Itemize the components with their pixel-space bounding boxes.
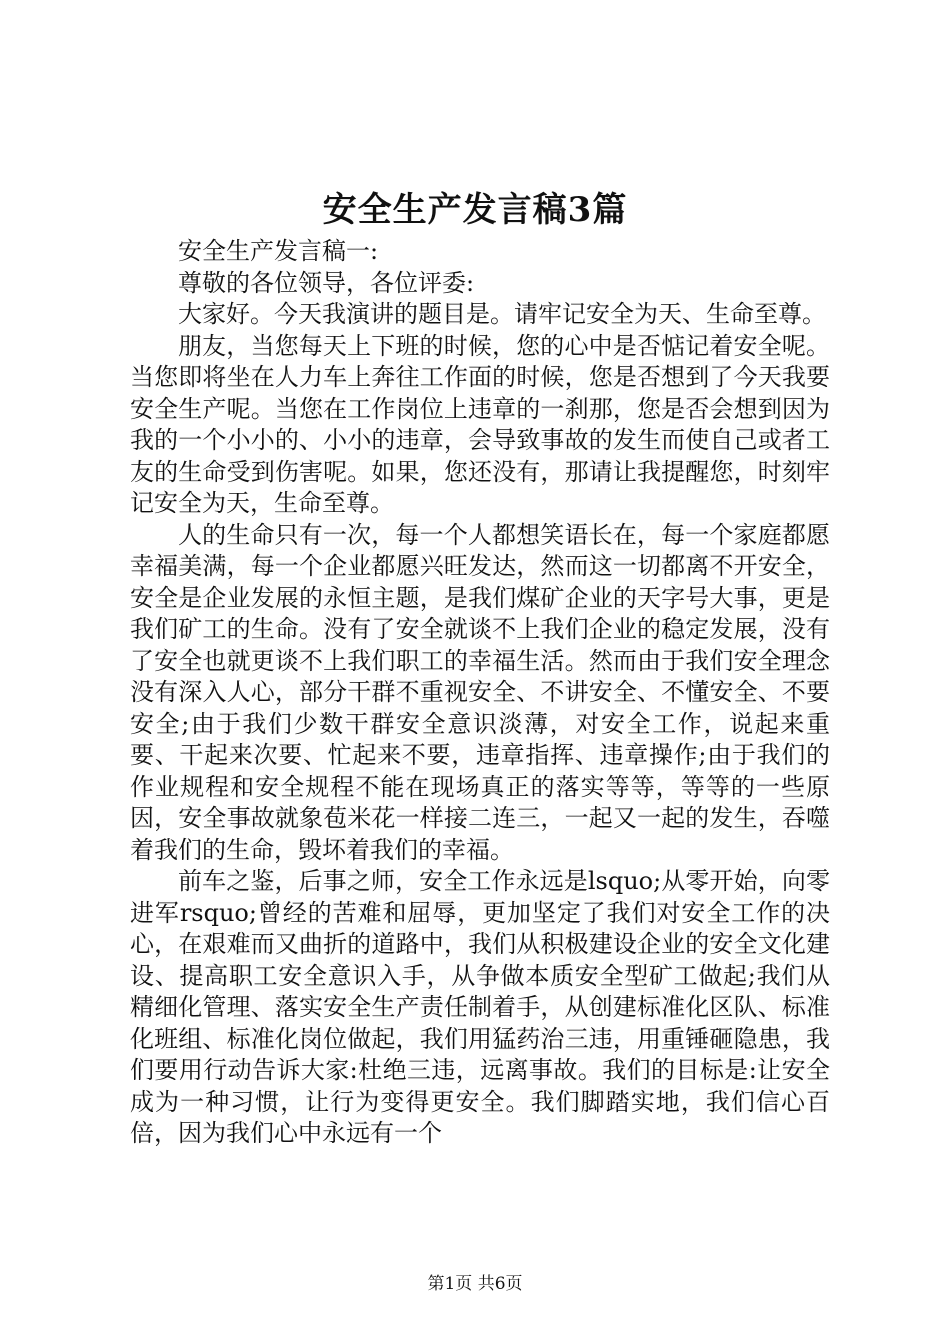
paragraph-body-3: 前车之鉴，后事之师，安全工作永远是lsquo;从零开始，向零进军rsquo;曾经的苦难和屈辱，更加坚定了我们对安全工作的决心，在艰难而又曲折的道路中，我们从积极建设企业的安全文化建设、提高职工安全意识入手，从争做本质安全型矿工做起;我们从精细化管理、落实安全生产责任制着手，从创建标准化区队、标准化班组、标准化岗位做起，我们用猛药治三违，用重锤砸隐患，我们要用行动告诉大家:杜绝三违，远离事故。我们的目标是:让安全成为一种习惯，让行为变得更安全。我们脚踏实地，我们信心百倍，因为我们心中永远有一个 xyxy=(130,867,830,1147)
paragraph-speech-heading: 安全生产发言稿一: xyxy=(178,237,379,265)
document-body xyxy=(130,236,830,1150)
paragraph-salutation: 尊敬的各位领导，各位评委: xyxy=(178,268,475,297)
paragraph-body-1: 朋友，当您每天上下班的时候，您的心中是否惦记着安全呢。当您即将坐在人力车上奔往工作面的时候，您是否想到了今天我要安全生产呢。当您在工作岗位上违章的一刹那，您是否会想到因为我的一个小小的、小小的违章，会导致事故的发生而使自己或者工友的生命受到伤害呢。如果，您还没有，那请让我提醒您，时刻牢记安全为天，生命至尊。 xyxy=(130,331,830,517)
page-number-footer: 第1页 共6页 xyxy=(427,1274,523,1294)
paragraph-greeting: 大家好。今天我演讲的题目是。请牢记安全为天、生命至尊。 xyxy=(178,300,826,328)
paragraph-body-2: 人的生命只有一次，每一个人都想笑语长在，每一个家庭都愿幸福美满，每一个企业都愿兴旺发达，然而这一切都离不开安全，安全是企业发展的永恒主题，是我们煤矿企业的天字号大事，更是我们矿工的生命。没有了安全就谈不上我们企业的稳定发展，没有了安全也就更谈不上我们职工的幸福生活。然而由于我们安全理念没有深入人心，部分干群不重视安全、不讲安全、不懂安全、不要安全;由于我们少数干群安全意识淡薄，对安全工作，说起来重要、干起来次要、忙起来不要，违章指挥、违章操作;由于我们的作业规程和安全规程不能在现场真正的落实等等，等等的一些原因，安全事故就象苞米花一样接二连三，一起又一起的发生，吞噬着我们的生命，毁坏着我们的幸福。 xyxy=(130,520,830,864)
document-title: 安全生产发言稿3篇 xyxy=(322,190,628,230)
